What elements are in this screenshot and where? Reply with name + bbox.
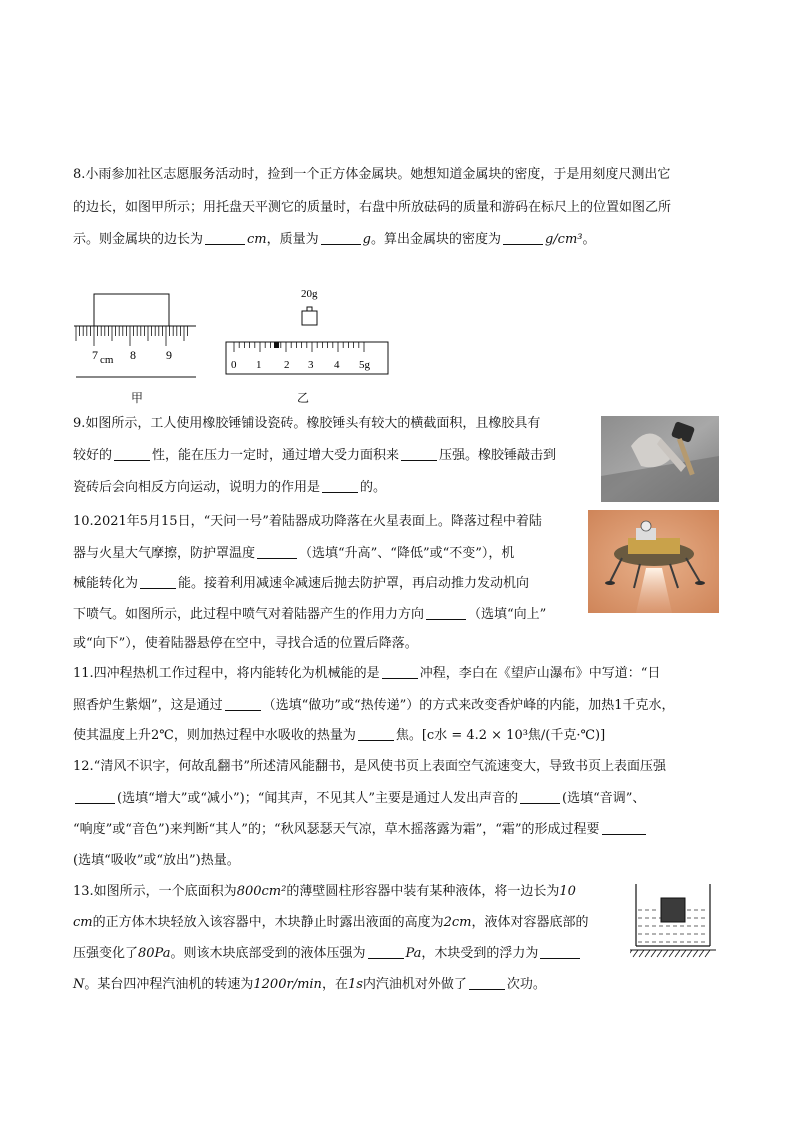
q9-line3 xyxy=(73,478,386,498)
ruler-tick-label: 9 xyxy=(166,348,172,362)
q12-line2 xyxy=(73,789,645,809)
q13-value: 1200r/min xyxy=(253,977,322,992)
unit-pa: Pa xyxy=(405,946,422,961)
q13-text: 13.如图所示，一个底面积为 xyxy=(73,884,237,899)
q13-line1 xyxy=(73,882,576,902)
q8-text: 。 xyxy=(582,232,596,247)
q13-value: cm xyxy=(73,915,93,930)
q13-value: 2cm xyxy=(443,915,472,930)
q8-text: 示。则金属块的边长为 xyxy=(73,232,204,247)
q12-line3 xyxy=(73,820,648,840)
ground-hatch-line xyxy=(633,950,638,957)
q13-text: ，液体对容器底部的 xyxy=(471,915,589,930)
answer-blank[interactable] xyxy=(368,944,404,959)
answer-blank[interactable] xyxy=(540,944,580,959)
metal-block xyxy=(94,294,169,326)
ground-hatch-line xyxy=(699,950,704,957)
weight-label: 20g xyxy=(301,288,318,300)
q11-line1 xyxy=(73,664,660,684)
q13-line2 xyxy=(73,913,589,933)
q11-text: 冲程，李白在《望庐山瀑布》中写道：“日 xyxy=(419,666,661,681)
q10-text: （选填“升高”、“降低”或“不变”），机 xyxy=(299,546,515,561)
answer-blank[interactable] xyxy=(257,544,297,559)
ground-hatch-line xyxy=(663,950,668,957)
ground-hatch-line xyxy=(639,950,644,957)
answer-blank[interactable] xyxy=(358,726,394,741)
balance-figure xyxy=(222,285,394,380)
answer-blank[interactable] xyxy=(140,574,176,589)
q13-value: N xyxy=(73,977,85,992)
q13-text: 压强变化了 xyxy=(73,946,139,961)
q13-value: 800cm² xyxy=(236,884,287,899)
q9-line1: 9.如图所示，工人使用橡胶锤铺设瓷砖。橡胶锤头有较大的横截面积，且橡胶具有 xyxy=(73,416,541,431)
q13-text: ，木块受到的浮力为 xyxy=(421,946,539,961)
q9-text: 性，能在压力一定时，通过增大受力面积来 xyxy=(152,448,400,463)
q10-line2 xyxy=(73,544,514,564)
answer-blank[interactable] xyxy=(503,230,543,245)
q10-text: 械能转化为 xyxy=(73,576,139,591)
ground-hatch-line xyxy=(687,950,692,957)
q11-text: 焦。[c水 = 4.2 × 10³焦/(千克·℃)] xyxy=(395,728,606,743)
unit-g: g xyxy=(362,232,371,247)
q13-text: 内汽油机对外做了 xyxy=(362,977,467,992)
unit-cm: cm xyxy=(247,232,267,247)
container-diagram xyxy=(630,878,722,960)
q10-text: 能。接着利用减速伞减速后抛去防护罩，再启动推力发动机向 xyxy=(178,576,530,591)
q8-line2: 的边长，如图甲所示；用托盘天平测它的质量时，右盘中所放砝码的质量和游码在标尺上的位置如图乙所 xyxy=(73,200,672,215)
q10-line3 xyxy=(73,574,529,594)
q12-line4: (选填“吸收”或“放出”)热量。 xyxy=(73,853,240,868)
q11-text: 照香炉生紫烟”，这是通过 xyxy=(73,698,223,713)
lander-photo xyxy=(588,510,719,613)
scale-label: 0 xyxy=(231,359,237,371)
wood-block xyxy=(661,898,685,922)
q12-text: (选填“增大”或“减小”)；“闻其声，不见其人”主要是通过人发出声音的 xyxy=(117,791,519,806)
q8-line1: 8.小雨参加社区志愿服务活动时，捡到一个正方体金属块。她想知道金属块的密度，于是用刻度尺测出它 xyxy=(73,167,671,182)
answer-blank[interactable] xyxy=(321,230,361,245)
q13-value: 1s xyxy=(347,977,363,992)
q9-text: 较好的 xyxy=(73,448,113,463)
q11-line3 xyxy=(73,726,605,746)
ruler-tick-label: 8 xyxy=(130,348,136,362)
q13-line4 xyxy=(73,975,546,995)
answer-blank[interactable] xyxy=(382,664,418,679)
q13-value: 80Pa xyxy=(138,946,171,961)
ground-hatch-line xyxy=(657,950,662,957)
q13-text: 的正方体木块轻放入该容器中，木块静止时露出液面的高度为 xyxy=(92,915,444,930)
answer-blank[interactable] xyxy=(322,478,358,493)
q8-text: 。算出金属块的密度为 xyxy=(370,232,501,247)
answer-blank[interactable] xyxy=(469,975,505,990)
q11-text: （选填“做功”或“热传递”）的方式来改变香炉峰的内能，加热1千克水， xyxy=(262,698,675,713)
ground-hatch-line xyxy=(705,950,710,957)
ground-hatch-line xyxy=(669,950,674,957)
q11-text: 11.四冲程热机工作过程中，将内能转化为机械能的是 xyxy=(73,666,380,681)
answer-blank[interactable] xyxy=(401,446,437,461)
ground-hatch-line xyxy=(681,950,686,957)
scale-label: 2 xyxy=(284,359,290,371)
q8-line3 xyxy=(73,230,596,250)
q13-line3 xyxy=(73,944,582,964)
q10-text: 下喷气。如图所示，此过程中喷气对着陆器产生的作用力方向 xyxy=(73,607,425,622)
q10-line1: 10.2021年5月15日，“天问一号”着陆器成功降落在火星表面上。降落过程中着陆 xyxy=(73,514,542,529)
unit-density: g/cm³ xyxy=(544,232,583,247)
answer-blank[interactable] xyxy=(205,230,245,245)
q13-text: 的薄壁圆柱形容器中装有某种液体，将一边长为 xyxy=(286,884,560,899)
answer-blank[interactable] xyxy=(520,789,560,804)
q12-line1: 12.“清风不识字，何故乱翻书”所述清风能翻书，是风使书页上表面空气流速变大，导致书页上表面压强 xyxy=(73,759,666,774)
answer-blank[interactable] xyxy=(75,789,115,804)
ground-hatch-line xyxy=(630,950,632,957)
q13-text: ，在 xyxy=(321,977,348,992)
weight-icon xyxy=(302,311,317,325)
q9-text: 瓷砖后会向相反方向运动，说明力的作用是 xyxy=(73,480,321,495)
ground-hatch-line xyxy=(651,950,656,957)
scale-label: 5g xyxy=(359,359,370,371)
rider-marker xyxy=(274,342,279,348)
q11-line2 xyxy=(73,696,675,716)
q9-text: 压强。橡胶锤敲击到 xyxy=(439,448,557,463)
q10-text: 器与火星大气摩擦，防护罩温度 xyxy=(73,546,256,561)
ruler-tick-label: 7 xyxy=(92,348,98,362)
answer-blank[interactable] xyxy=(225,696,261,711)
ruler-figure xyxy=(72,290,202,385)
q8-text: ，质量为 xyxy=(266,232,319,247)
q9-text: 的。 xyxy=(360,480,387,495)
ruler-unit: cm xyxy=(100,354,114,366)
q12-text: “响度”或“音色”)来判断“其人”的；“秋风瑟瑟天气凉，草木摇落露为霜”，“霜”的形成过程要 xyxy=(73,822,600,837)
figure-caption-jia: 甲 xyxy=(131,391,144,405)
scale-label: 3 xyxy=(308,359,314,371)
hammer-photo xyxy=(601,416,719,502)
scale-label: 4 xyxy=(334,359,340,371)
ground-hatch-line xyxy=(693,950,698,957)
answer-blank[interactable] xyxy=(114,446,150,461)
q10-line5: 或“向下”），使着陆器悬停在空中，寻找合适的位置后降落。 xyxy=(73,636,418,651)
answer-blank[interactable] xyxy=(602,820,646,835)
q13-text: 。则该木块底部受到的液体压强为 xyxy=(170,946,366,961)
answer-blank[interactable] xyxy=(426,605,466,620)
ground-hatch-line xyxy=(675,950,680,957)
ground-hatch-line xyxy=(645,950,650,957)
scale-label: 1 xyxy=(256,359,262,371)
q10-text: （选填“向上” xyxy=(468,607,547,622)
q12-text: (选填“音调”、 xyxy=(562,791,646,806)
q13-value: 10 xyxy=(559,884,576,899)
q13-text: 。某台四冲程汽油机的转速为 xyxy=(84,977,254,992)
q13-text: 次功。 xyxy=(506,977,546,992)
figure-caption-yi: 乙 xyxy=(297,391,310,405)
q9-line2 xyxy=(73,446,556,466)
q11-text: 使其温度上升2℃，则加热过程中水吸收的热量为 xyxy=(73,728,356,743)
q10-line4 xyxy=(73,605,546,625)
